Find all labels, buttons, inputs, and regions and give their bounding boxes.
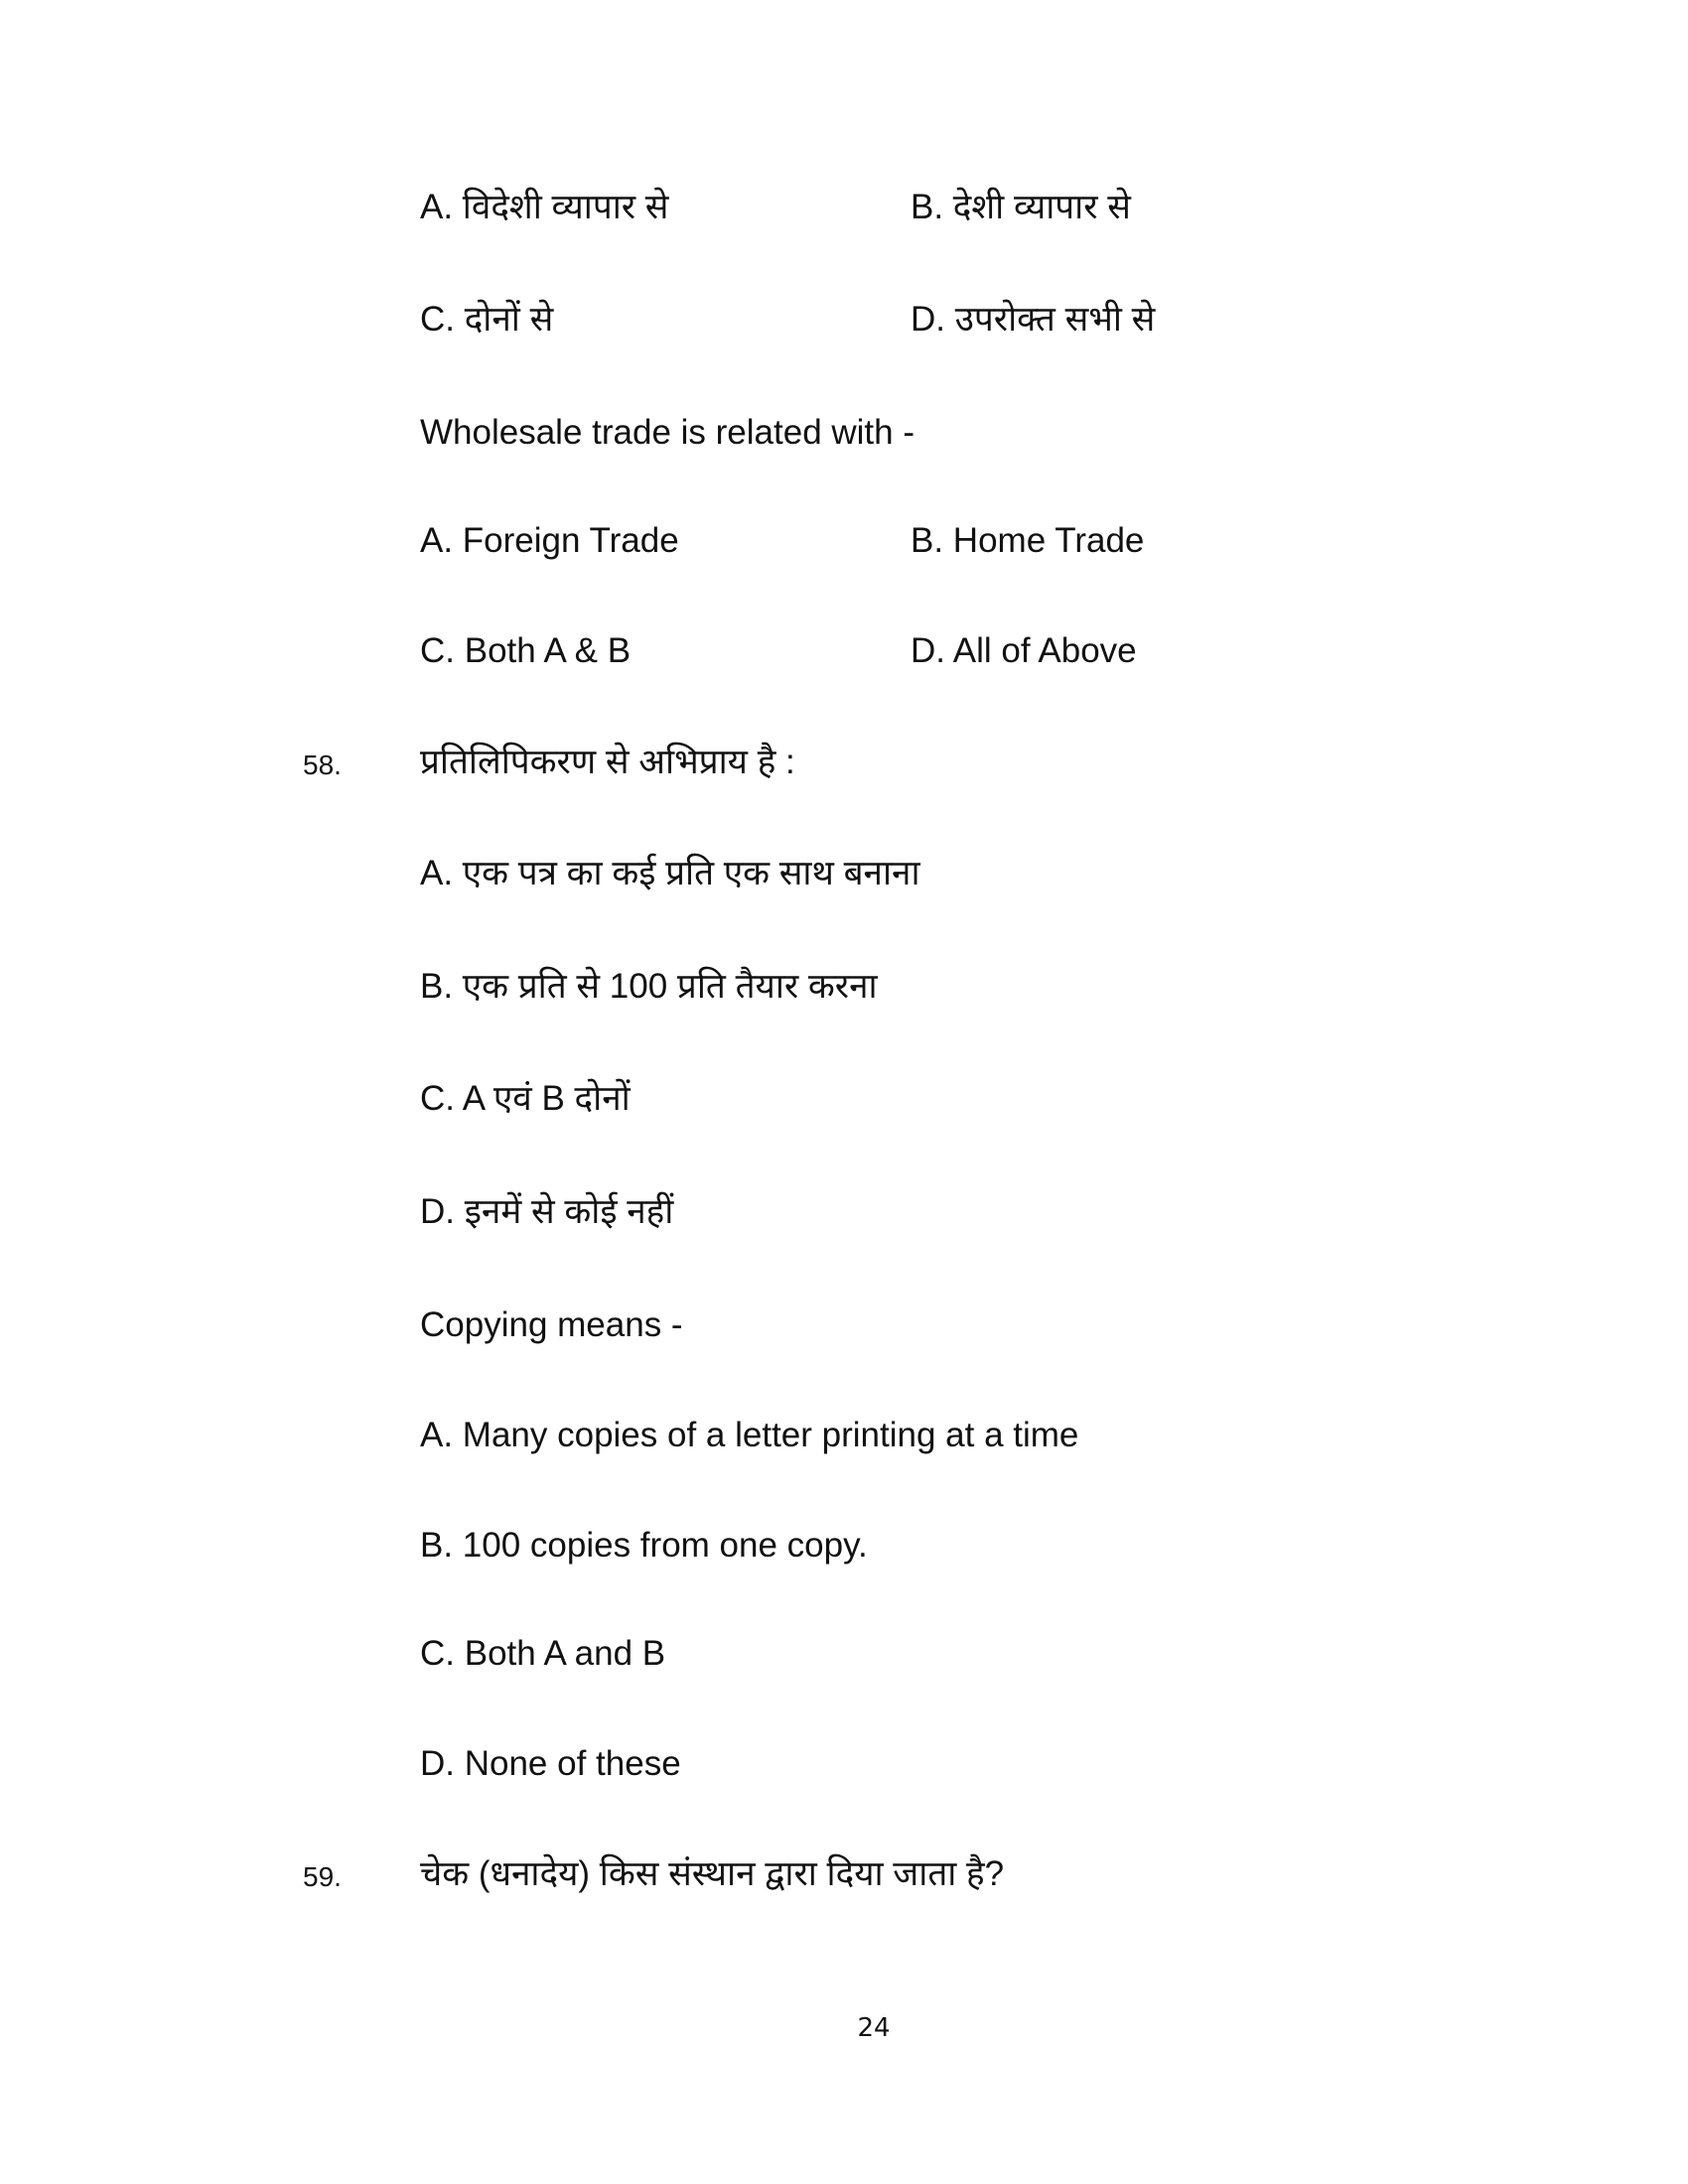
q59-hindi-question: चेक (धनादेय) किस संस्थान द्वारा दिया जाता है? [420, 1854, 1005, 1893]
q58-english-option-c: C. Both A and B [420, 1634, 666, 1673]
q57-hindi-option-d: D. उपरोक्त सभी से [911, 300, 1156, 339]
q58-hindi-option-c: C. A एवं B दोनों [420, 1079, 631, 1118]
q58-hindi-option-a: A. एक पत्र का कई प्रति एक साथ बनाना [420, 854, 920, 892]
question-number-58: 58. [303, 750, 342, 780]
q57-english-option-d: D. All of Above [911, 631, 1137, 670]
q58-hindi-option-d: D. इनमें से कोई नहीं [420, 1192, 674, 1231]
q58-english-option-a: A. Many copies of a letter printing at a time [420, 1416, 1079, 1454]
q58-english-question: Copying means - [420, 1305, 683, 1344]
q57-hindi-option-c: C. दोनों से [420, 300, 554, 339]
q57-hindi-option-a: A. विदेशी व्यापार से [420, 188, 669, 226]
q57-english-option-a: A. Foreign Trade [420, 521, 679, 560]
q58-english-option-b: B. 100 copies from one copy. [420, 1526, 868, 1565]
page-number: 24 [857, 2013, 891, 2043]
q58-hindi-question: प्रतिलिपिकरण से अभिप्राय है : [420, 743, 795, 781]
q57-english-question: Wholesale trade is related with - [420, 413, 914, 452]
q57-english-option-b: B. Home Trade [911, 521, 1145, 560]
q57-english-option-c: C. Both A & B [420, 631, 632, 670]
q57-hindi-option-b: B. देशी व्यापार से [911, 188, 1131, 226]
question-number-59: 59. [303, 1861, 342, 1892]
q58-english-option-d: D. None of these [420, 1744, 681, 1783]
q58-hindi-option-b: B. एक प्रति से 100 प्रति तैयार करना [420, 967, 878, 1006]
